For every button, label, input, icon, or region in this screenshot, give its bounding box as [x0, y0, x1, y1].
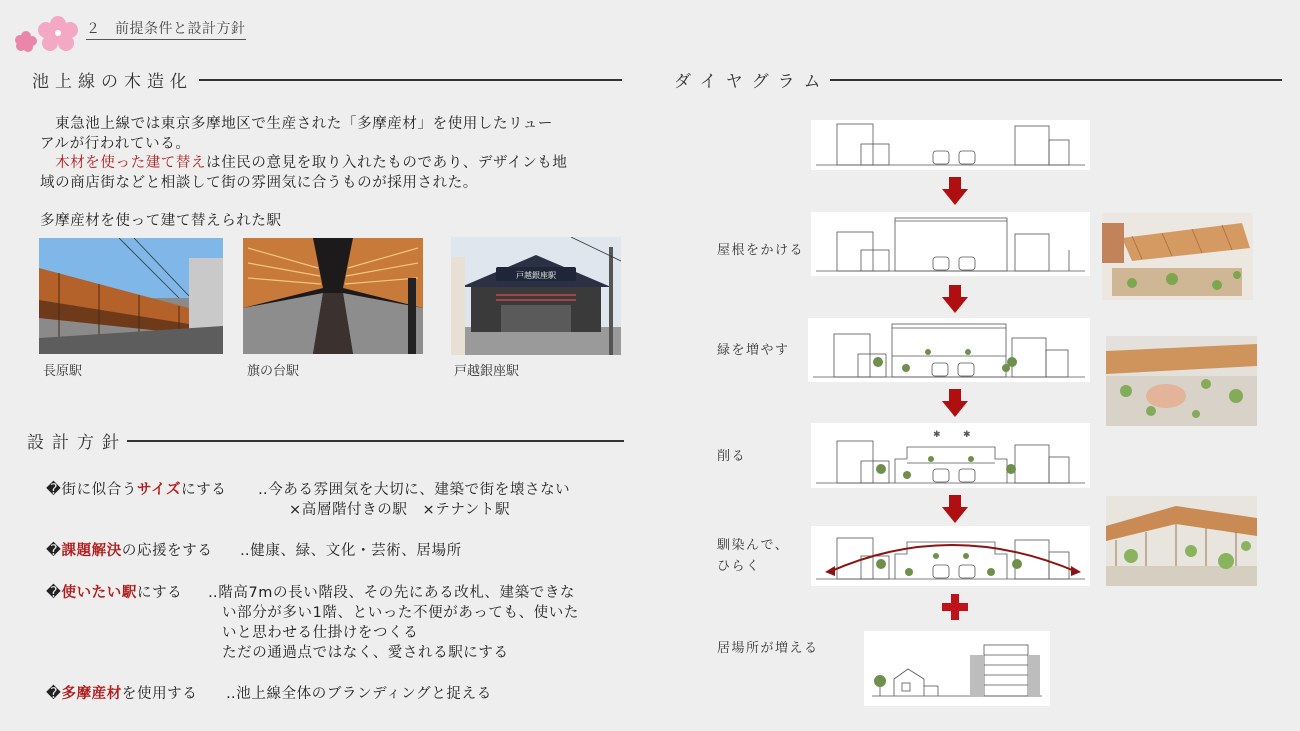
- station-sign-text: 戸越銀座駅: [516, 271, 556, 280]
- policy-item-size: [46, 478, 226, 499]
- policy-lead-post: の応援をする: [121, 543, 213, 559]
- down-arrow-icon: [942, 285, 968, 313]
- photo-togoshiginza-station: [451, 237, 621, 355]
- intro-paragraph: [40, 115, 620, 193]
- policy-lead-post: にする: [181, 482, 227, 498]
- intro-line-2: アルが行われている。: [40, 135, 191, 152]
- caption-nagahara: 長原駅: [43, 364, 83, 379]
- diagram-panel-carve: [811, 423, 1090, 488]
- heading-rule: [830, 79, 1283, 81]
- photo-hatanodai-station: [243, 238, 423, 354]
- heading-rule: [127, 440, 624, 442]
- policy-item-issue: [46, 539, 212, 560]
- policy-note-usable-2: い部分が多い1階、といった不便があっても、使いた: [222, 605, 579, 621]
- svg-text:✱: ✱: [963, 430, 971, 440]
- policy-bullet: �: [46, 482, 62, 498]
- policy-bullet: �: [46, 585, 62, 601]
- section-heading-text: 設計方針: [27, 433, 127, 453]
- down-arrow-icon: [942, 495, 968, 523]
- section-heading-text: ダイヤグラム: [674, 72, 830, 92]
- intro-line-4: 域の商店街などと相談して街の雰囲気に合うものが採用された。: [40, 174, 478, 191]
- policy-note-size-1: ‥今ある雰囲気を大切に、建築で街を壊さない: [258, 482, 571, 498]
- section-heading-mokuzouka: [32, 67, 622, 92]
- page-title: ２ 前提条件と設計方針: [86, 18, 246, 40]
- svg-text:✱: ✱: [933, 430, 941, 440]
- diagram-panel-existing: [811, 120, 1090, 170]
- photos-title: 多摩産材を使って建て替えられた駅: [40, 213, 282, 229]
- step-label-open-line1: 馴染んで、: [717, 538, 790, 553]
- intro-line-3-rest: は住民の意見を取り入れたものであり、デザインも地: [206, 155, 568, 171]
- photo-nagahara-station: [39, 238, 223, 354]
- policy-bullet: �: [46, 543, 62, 559]
- step-label-places: 居場所が増える: [717, 641, 819, 656]
- caption-hatanodai: 旗の台駅: [247, 364, 300, 379]
- intro-line-1: 東急池上線では東京多摩地区で生産された「多摩産材」を使用したリュー: [40, 116, 553, 132]
- policy-keyword: 使いたい駅: [61, 585, 137, 601]
- policy-note-issue: ‥健康、緑、文化・芸術、居場所: [240, 543, 462, 559]
- policy-lead-post: にする: [136, 585, 183, 601]
- model-photo-greenery: [1106, 336, 1257, 426]
- policy-item-tama-wood: [46, 682, 197, 703]
- caption-togoshiginza: 戸越銀座駅: [454, 364, 520, 379]
- step-label-open: [717, 535, 789, 577]
- policy-lead-post: を使用する: [121, 686, 198, 702]
- policy-keyword: 多摩産材: [61, 686, 122, 702]
- heading-rule: [199, 79, 622, 81]
- step-label-roof: 屋根をかける: [717, 243, 805, 258]
- step-label-carve: 削る: [717, 449, 747, 464]
- policy-keyword: 課題解決: [61, 543, 122, 559]
- model-photo-roof: [1102, 213, 1253, 300]
- section-heading-design-policy: [27, 428, 624, 453]
- policy-note-usable-4: ただの通過点ではなく、愛される駅にする: [222, 645, 509, 661]
- intro-line-3: [40, 154, 620, 174]
- diagram-panel-greenery: [808, 318, 1090, 382]
- diagram-panel-places: [864, 631, 1050, 706]
- down-arrow-icon: [942, 389, 968, 417]
- intro-highlight: 木材を使った建て替え: [40, 155, 207, 171]
- policy-lead-pre: 街に似合う: [61, 482, 137, 498]
- section-heading-text: 池上線の木造化: [32, 72, 193, 92]
- diagram-panel-open: [811, 526, 1090, 586]
- plus-icon: [942, 594, 968, 620]
- down-arrow-icon: [942, 177, 968, 205]
- policy-note-tama-wood: ‥池上線全体のブランディングと捉える: [226, 686, 492, 702]
- policy-note-size-2: ×高層階付きの駅 ×テナント駅: [289, 502, 511, 518]
- policy-note-usable-1: ‥階高7mの長い階段、その先にある改札、建築できな: [208, 585, 576, 601]
- policy-bullet: �: [46, 686, 62, 702]
- policy-note-usable-3: いと思わせる仕掛けをつくる: [222, 625, 419, 641]
- sakura-logo-icon: [14, 10, 80, 56]
- policy-item-usable: [46, 581, 182, 602]
- section-heading-diagram: [674, 67, 1282, 92]
- step-label-greenery: 緑を増やす: [717, 343, 790, 358]
- diagram-panel-roof: [811, 212, 1090, 276]
- model-photo-open: [1106, 496, 1257, 586]
- step-label-open-line2: ひらく: [717, 559, 761, 574]
- policy-keyword: サイズ: [136, 482, 182, 498]
